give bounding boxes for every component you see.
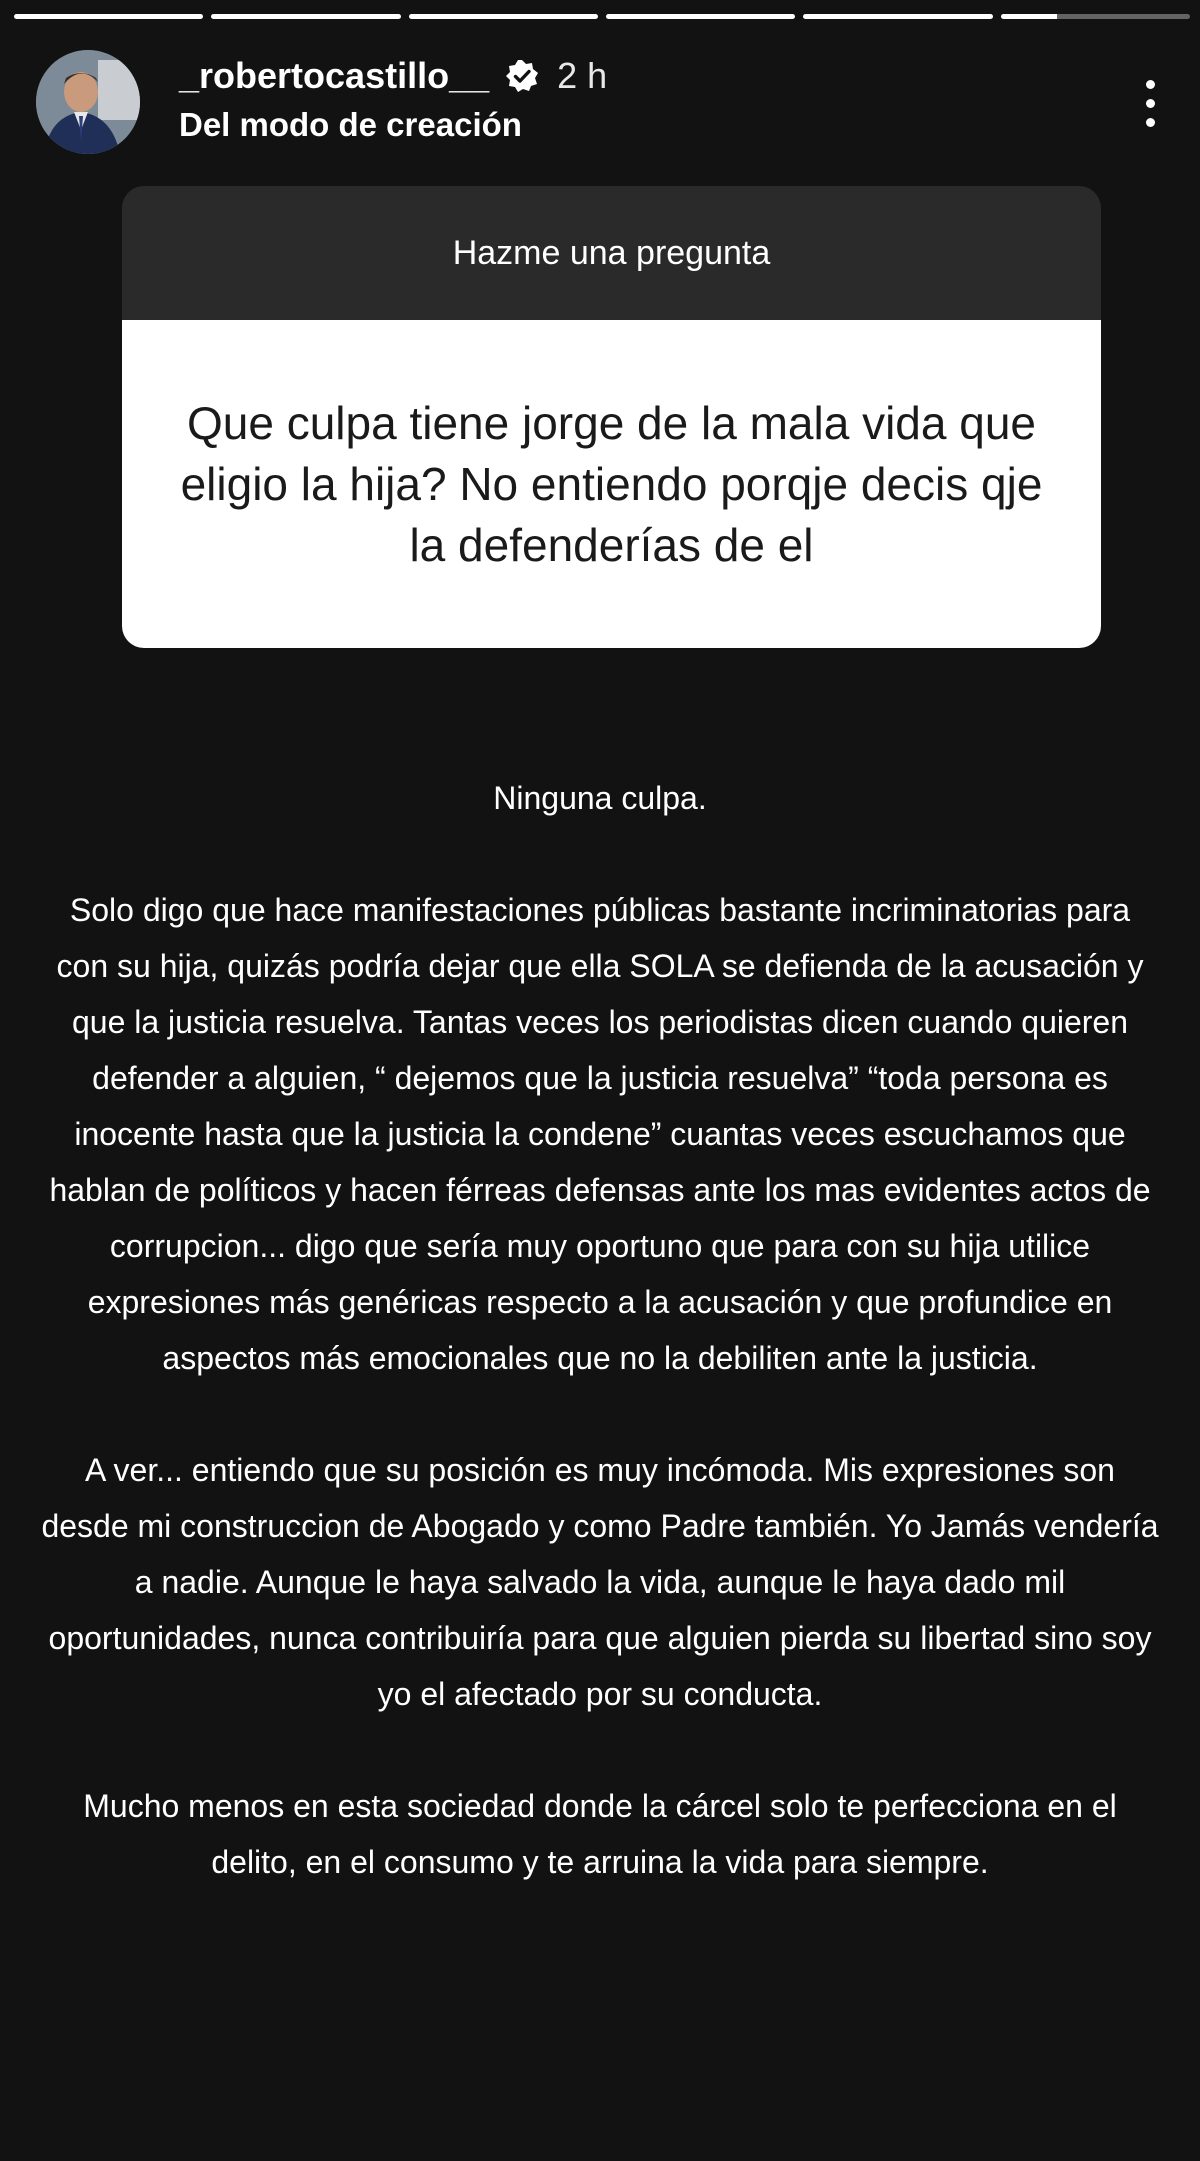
story-header <box>36 50 1170 155</box>
question-sticker-header <box>122 186 1101 320</box>
answer-paragraph: Ninguna culpa. <box>493 780 707 816</box>
story-progress-segment <box>14 14 203 19</box>
story-progress-segment <box>211 14 400 19</box>
answer-paragraph: A ver... entiendo que su posición es muy incómoda. Mis expresiones son desde mi construccion de Abogado y como Padre también. Yo Jamás vendería a nadie. Aunque le haya salvado la vida, aunque le haya dado mil oportunidades, nunca contribuiría para que alguien pierda su libertad sino soy yo el afectado por su conducta. <box>41 1452 1159 1712</box>
verified-badge-icon <box>505 59 539 93</box>
story-progress-segment <box>803 14 992 19</box>
question-sticker-title: Hazme una pregunta <box>452 233 771 272</box>
story-progress-segment <box>1001 14 1190 19</box>
question-text: Que culpa tiene jorge de la mala vida que eligio la hija? No entiendo porqje decis qje la defenderías de el <box>180 396 1043 571</box>
question-sticker[interactable] <box>122 186 1101 648</box>
story-progress-bar <box>14 14 1190 19</box>
story-source-label: Del modo de creación <box>179 106 522 143</box>
answer-paragraph: Solo digo que hace manifestaciones públicas bastante incriminatorias para con su hija, quizás podría dejar que ella SOLA se defienda de la acusación y que la justicia resuelva. Tantas veces los periodistas dicen cuando quieren defender a alguien, “ dejemos que la justicia resuelva” “toda persona es inocente hasta que la justicia la condene” cuantas veces escuchamos que hablan de políticos y hacen férreas defensas ante los mas evidentes actos de corrupcion... digo que sería muy oportuno que para con su hija utilice expresiones más genéricas respecto a la acusación y que profundice en aspectos más emocionales que no la debiliten ante la justicia. <box>49 892 1151 1376</box>
more-vertical-icon <box>1146 80 1155 89</box>
story-progress-segment <box>606 14 795 19</box>
story-progress-segment <box>409 14 598 19</box>
username[interactable]: _robertocastillo__ <box>179 55 490 96</box>
answer-text <box>40 770 1160 1946</box>
avatar[interactable] <box>36 50 140 154</box>
user-info <box>179 52 607 144</box>
more-options-button[interactable] <box>1130 68 1170 138</box>
question-sticker-body <box>122 320 1101 648</box>
post-time: 2 h <box>557 55 608 96</box>
more-vertical-icon-dot <box>1146 99 1155 108</box>
user-row <box>179 52 607 100</box>
answer-paragraph: Mucho menos en esta sociedad donde la cárcel solo te perfecciona en el delito, en el consumo y te arruina la vida para siempre. <box>83 1788 1117 1880</box>
more-vertical-icon-dot <box>1146 118 1155 127</box>
